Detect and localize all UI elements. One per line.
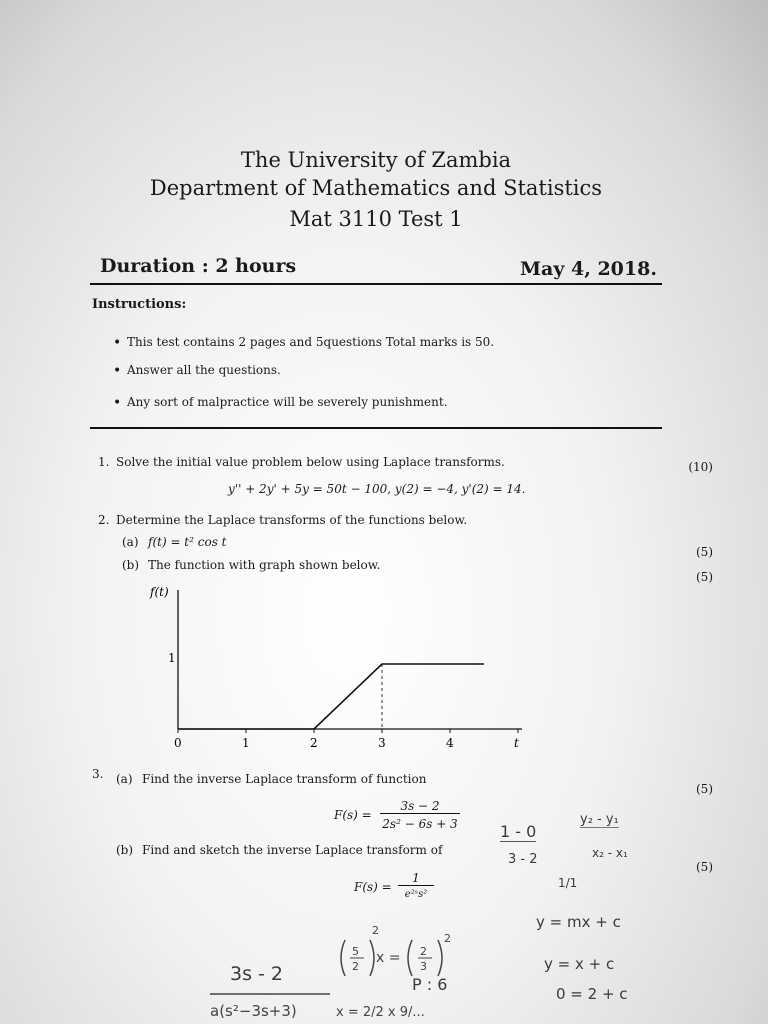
handwritten-note: x₂ - x₁ xyxy=(592,846,628,860)
svg-text:2: 2 xyxy=(372,924,379,937)
q3-number: 3. xyxy=(92,767,104,781)
svg-text:2: 2 xyxy=(352,960,359,973)
handwritten-note: P : 6 xyxy=(412,975,448,994)
duration: Duration : 2 hours xyxy=(100,255,297,277)
handwritten-note: 1/1 xyxy=(558,876,578,890)
graph-y-tick-1: 1 xyxy=(168,651,176,665)
q3a-denominator: 2s² − 6s + 3 xyxy=(382,817,458,831)
q3b-marks: (5) xyxy=(696,860,713,874)
q3b-lhs: F(s) = xyxy=(354,880,392,894)
graph-function-line xyxy=(178,664,484,729)
svg-text:2: 2 xyxy=(444,932,451,945)
q3a-lhs: F(s) = xyxy=(334,808,372,822)
svg-text:x = 2/2 x 9/...: x = 2/2 x 9/... xyxy=(336,1005,425,1020)
graph-x-tick-label: 1 xyxy=(242,736,250,750)
svg-text:a(s²−3s+3): a(s²−3s+3) xyxy=(210,1002,297,1020)
q3b-text: Find and sketch the inverse Laplace transform of xyxy=(142,843,443,857)
handwritten-scribbles xyxy=(200,912,480,1024)
instruction-item: • Answer all the questions. xyxy=(115,363,281,377)
q2a-text: f(t) = t² cos t xyxy=(148,535,227,549)
university-title: The University of Zambia xyxy=(240,148,512,172)
graph-x-tick-label: 0 xyxy=(174,736,182,750)
svg-text:x =: x = xyxy=(376,950,401,966)
q3a-marks: (5) xyxy=(696,782,713,796)
instruction-item: • Any sort of malpractice will be severely punishment. xyxy=(115,395,448,409)
handwritten-note: 3 - 2 xyxy=(508,852,538,867)
q2a-marks: (5) xyxy=(696,545,713,559)
q2-number: 2. xyxy=(98,513,110,527)
svg-text:2: 2 xyxy=(420,945,427,958)
instructions-rule xyxy=(90,427,662,429)
q2a-label: (a) xyxy=(122,535,139,549)
handwritten-note: 0 = 2 + c xyxy=(556,985,628,1003)
q3b-numerator: 1 xyxy=(398,871,434,886)
q3a-label: (a) xyxy=(116,772,133,786)
svg-text:5: 5 xyxy=(352,945,359,958)
department-title: Department of Mathematics and Statistics xyxy=(149,176,603,200)
header-rule xyxy=(90,283,662,285)
graph-x-tick-label: t xyxy=(514,736,519,750)
q2b-label: (b) xyxy=(122,558,140,572)
svg-text:3: 3 xyxy=(420,960,427,973)
graph-x-tick-label: 4 xyxy=(446,736,454,750)
instruction-item: • This test contains 2 pages and 5questions Total marks is 50. xyxy=(115,335,494,349)
graph-x-tick-label: 2 xyxy=(310,736,318,750)
q2b-marks: (5) xyxy=(696,570,713,584)
instructions-heading: Instructions: xyxy=(92,297,187,312)
q2-text: Determine the Laplace transforms of the functions below. xyxy=(116,513,468,527)
q3a-text: Find the inverse Laplace transform of function xyxy=(142,772,427,786)
q1-number: 1. xyxy=(98,455,110,469)
exam-date: May 4, 2018. xyxy=(520,258,657,280)
handwritten-note: y₂ - y₁ xyxy=(580,812,619,827)
q1-marks: (10) xyxy=(688,460,713,474)
q1-text: Solve the initial value problem below using Laplace transforms. xyxy=(116,455,505,469)
handwritten-note: y = x + c xyxy=(544,955,615,973)
q3b-label: (b) xyxy=(116,843,134,857)
handwritten-note: 3s - 2 xyxy=(230,963,284,985)
q1-equation: y'' + 2y' + 5y = 50t − 100, y(2) = −4, y'(2) = 14. xyxy=(228,482,526,496)
q3a-numerator: 3s − 2 xyxy=(380,799,460,814)
course-title: Mat 3110 Test 1 xyxy=(289,207,463,231)
handwritten-note: 1 - 0 xyxy=(500,822,537,841)
handwritten-note: y = mx + c xyxy=(536,913,621,931)
graph-y-label: f(t) xyxy=(150,585,169,599)
piecewise-function-graph xyxy=(140,578,540,758)
q2b-text: The function with graph shown below. xyxy=(148,558,381,572)
q3b-denominator: e²ˢs² xyxy=(404,889,428,900)
graph-x-tick-label: 3 xyxy=(378,736,386,750)
